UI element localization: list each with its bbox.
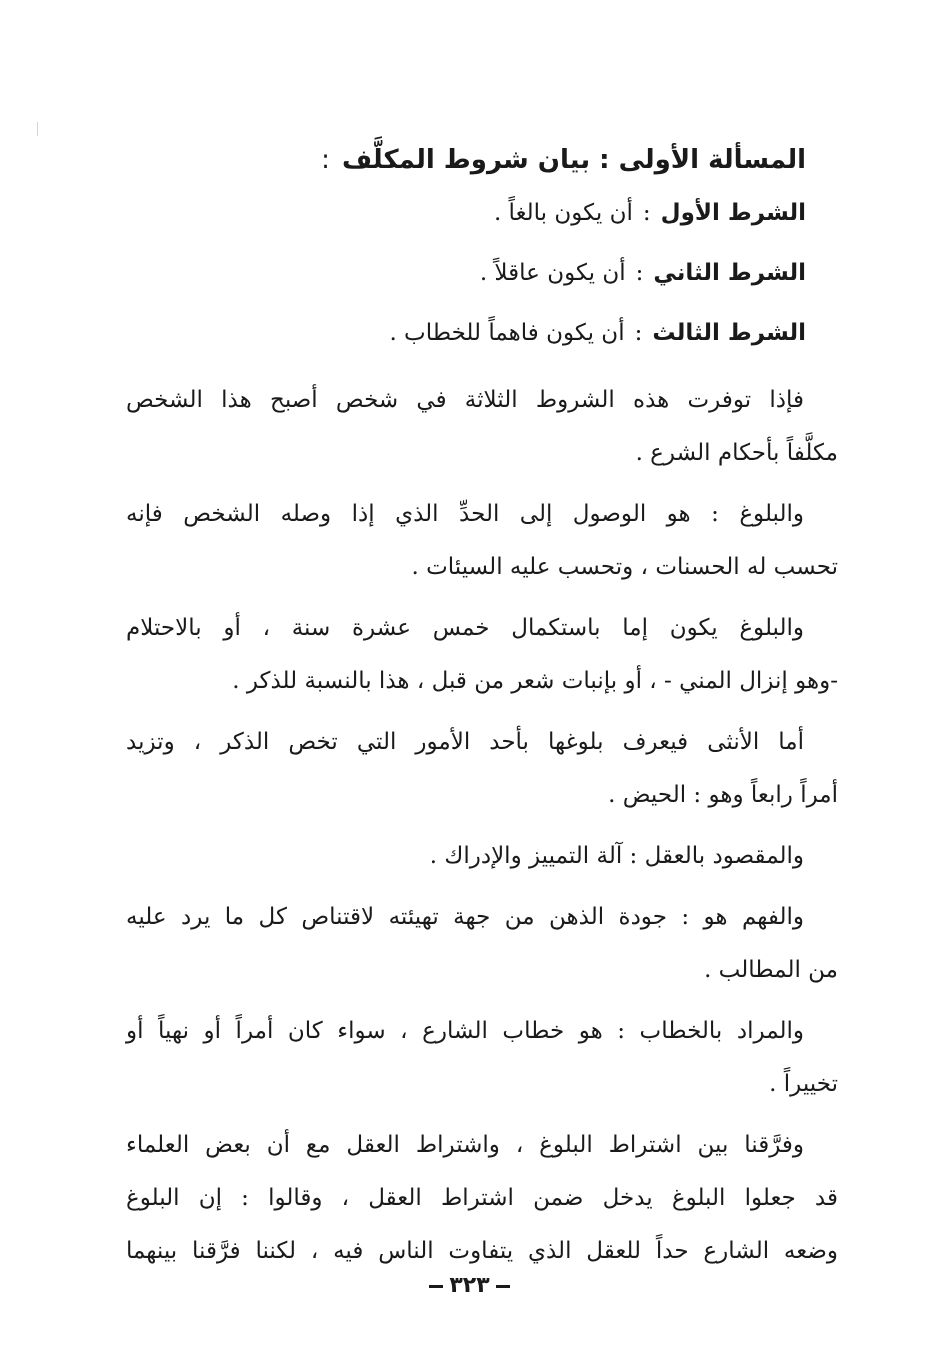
paragraph-line: والمقصود بالعقل : آلة التمييز والإدراك .: [429, 843, 804, 869]
paragraph-line: تحسب له الحسنات ، وتحسب عليه السيئات .: [411, 554, 838, 580]
paragraph-line: وفرَّقنا بين اشتراط البلوغ ، واشتراط العقل مع أن بعض العلماء: [126, 1132, 804, 1158]
page-number-dash-left: [429, 1285, 443, 1288]
condition-separator: :: [635, 260, 644, 286]
paragraph-line: والبلوغ يكون إما باستكمال خمس عشرة سنة ، أو بالاحتلام: [126, 615, 804, 641]
paragraph-reason-definition: [126, 830, 838, 883]
page-number-value: ٣٢٣: [449, 1273, 490, 1298]
section-heading: [126, 138, 806, 182]
paragraph-line: -وهو إنزال المني - ، أو بإنبات شعر من قبل ، هذا بالنسبة للذكر .: [232, 668, 838, 694]
paragraph-address-definition: [126, 1005, 838, 1111]
paragraph-line: وضعه الشارع حداً للعقل الذي يتفاوت الناس فيه ، لكننا فرَّقنا بينهما: [126, 1238, 838, 1264]
condition-third: [126, 314, 806, 352]
condition-label: الشرط الثاني: [653, 260, 806, 286]
paragraph-line: أما الأنثى فيعرف بلوغها بأحد الأمور التي تخص الذكر ، وتزيد: [126, 729, 804, 755]
condition-second: [126, 254, 806, 292]
paragraph-puberty-signs-female: [126, 716, 838, 822]
condition-label: الشرط الثالث: [652, 320, 806, 346]
condition-text: أن يكون فاهماً للخطاب .: [389, 320, 625, 346]
paragraph-understanding-definition: [126, 891, 838, 997]
paragraph-puberty-definition: [126, 488, 838, 594]
section-heading-text: المسألة الأولى : بيان شروط المكلَّف: [341, 145, 806, 175]
paragraph-line: والبلوغ : هو الوصول إلى الحدِّ الذي إذا وصله الشخص فإنه: [126, 501, 804, 527]
condition-separator: :: [642, 200, 651, 226]
paragraph-puberty-signs-male: [126, 602, 838, 708]
paragraph-line: والمراد بالخطاب : هو خطاب الشارع ، سواء كان أمراً أو نهياً أو: [126, 1018, 804, 1044]
condition-text: أن يكون بالغاً .: [493, 200, 633, 226]
paragraph-line: قد جعلوا البلوغ يدخل ضمن اشتراط العقل ، وقالوا : إن البلوغ: [126, 1185, 838, 1211]
paragraph-line: والفهم هو : جودة الذهن من جهة تهيئته لاقتناص كل ما يرد عليه: [126, 904, 804, 930]
paragraph-line: من المطالب .: [704, 957, 838, 983]
condition-separator: :: [634, 320, 643, 346]
paragraph-conditions-summary: [126, 374, 838, 480]
page-body: [126, 138, 838, 1286]
paragraph-line: تخييراً .: [769, 1071, 838, 1097]
paragraph-distinction: [126, 1119, 838, 1278]
paragraph-line: مكلَّفاً بأحكام الشرع .: [635, 440, 838, 466]
condition-first: [126, 194, 806, 232]
paragraph-line: أمراً رابعاً وهو : الحيض .: [608, 782, 838, 808]
section-heading-colon: :: [321, 145, 330, 175]
condition-text: أن يكون عاقلاً .: [479, 260, 626, 286]
page-number: [0, 1273, 939, 1298]
condition-label: الشرط الأول: [660, 200, 806, 226]
scan-edge-mark: [37, 122, 38, 136]
page-number-dash-right: [496, 1285, 510, 1288]
paragraph-line: فإذا توفرت هذه الشروط الثلاثة في شخص أصبح هذا الشخص: [126, 387, 804, 413]
